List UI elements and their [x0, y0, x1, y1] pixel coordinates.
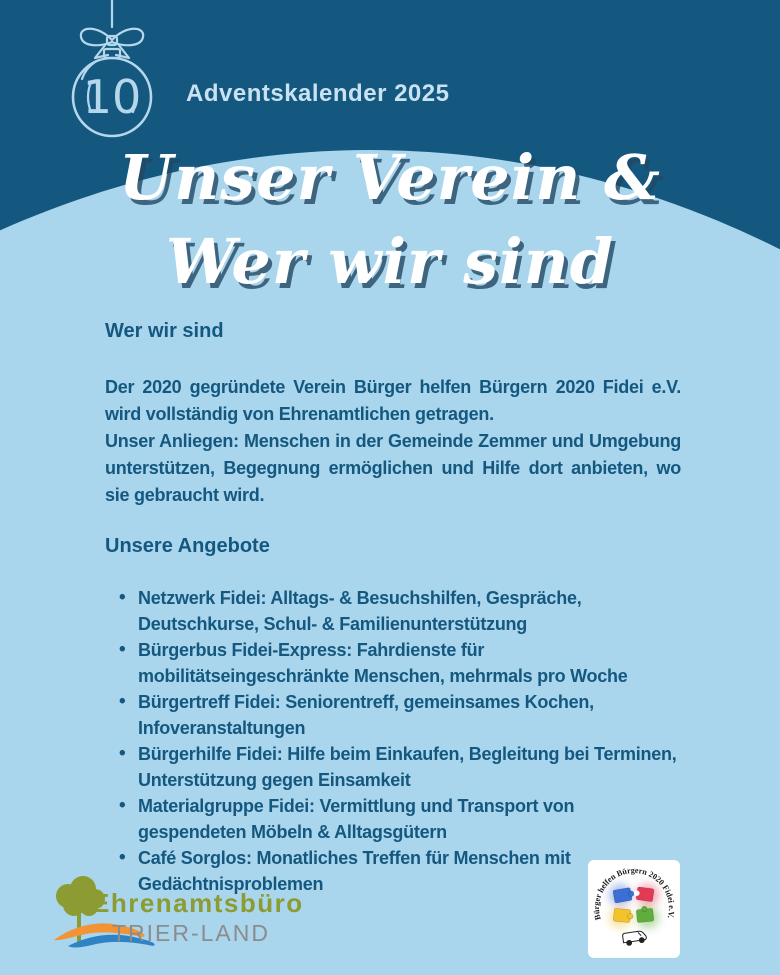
day-number: 10	[82, 70, 142, 124]
offers-list	[105, 585, 681, 897]
list-item: • Bürgerhilfe Fidei: Hilfe beim Einkaufen, Begleitung bei Terminen, Unterstützung gegen Einsamkeit	[119, 741, 681, 793]
ornament-bauble-icon	[50, 0, 174, 148]
main-content	[105, 320, 681, 897]
fidei-circle-text: Bürger helfen Bürgern 2020 Fidei e.V.	[592, 865, 676, 921]
hero-line-2: Wer wir sind	[165, 225, 615, 298]
about-paragraph-2: Unser Anliegen: Menschen in der Gemeinde Zemmer und Umgebung unterstützen, Begegnung ermöglichen und Hilfe dort anbieten, wo sie gebraucht wird.	[105, 431, 681, 505]
van-icon	[622, 930, 647, 946]
ehrenamtsbuero-region: TRIER-LAND	[111, 920, 270, 946]
hero-title	[0, 136, 780, 304]
about-paragraph-1: Der 2020 gegründete Verein Bürger helfen Bürgern 2020 Fidei e.V. wird vollständig von Ehrenamtlichen getragen.	[105, 377, 681, 424]
section-title-offers: Unsere Angebote	[105, 535, 270, 557]
puzzle-red	[633, 886, 654, 901]
fidei-logo	[588, 860, 680, 958]
list-item: • Netzwerk Fidei: Alltags- & Besuchshilfen, Gespräche, Deutschkurse, Schul- & Familienunterstützung	[119, 585, 681, 637]
ehrenamtsbuero-logo	[46, 874, 304, 960]
section-title-who: Wer wir sind	[105, 320, 224, 342]
list-item: • Bürgerbus Fidei-Express: Fahrdienste für mobilitätseingeschränkte Menschen, mehrmals pro Woche	[119, 637, 681, 689]
list-item: • Café Sorglos: Monatliches Treffen für Menschen mit Gedächtnisproblemen	[119, 845, 681, 897]
calendar-title: Adventskalender 2025	[186, 80, 450, 107]
hero-line-1: Unser Verein &	[119, 141, 661, 214]
list-item: • Materialgruppe Fidei: Vermittlung und Transport von gespendeten Möbeln & Alltagsgütern	[119, 793, 681, 845]
bow-icon	[81, 29, 143, 58]
fidei-logo-icon	[588, 860, 680, 958]
list-item: • Bürgertreff Fidei: Seniorentreff, gemeinsames Kochen, Infoveranstaltungen	[119, 689, 681, 741]
ehrenamtsbuero-name: Ehrenamtsbüro	[92, 888, 304, 918]
ornament-cap	[104, 49, 120, 58]
